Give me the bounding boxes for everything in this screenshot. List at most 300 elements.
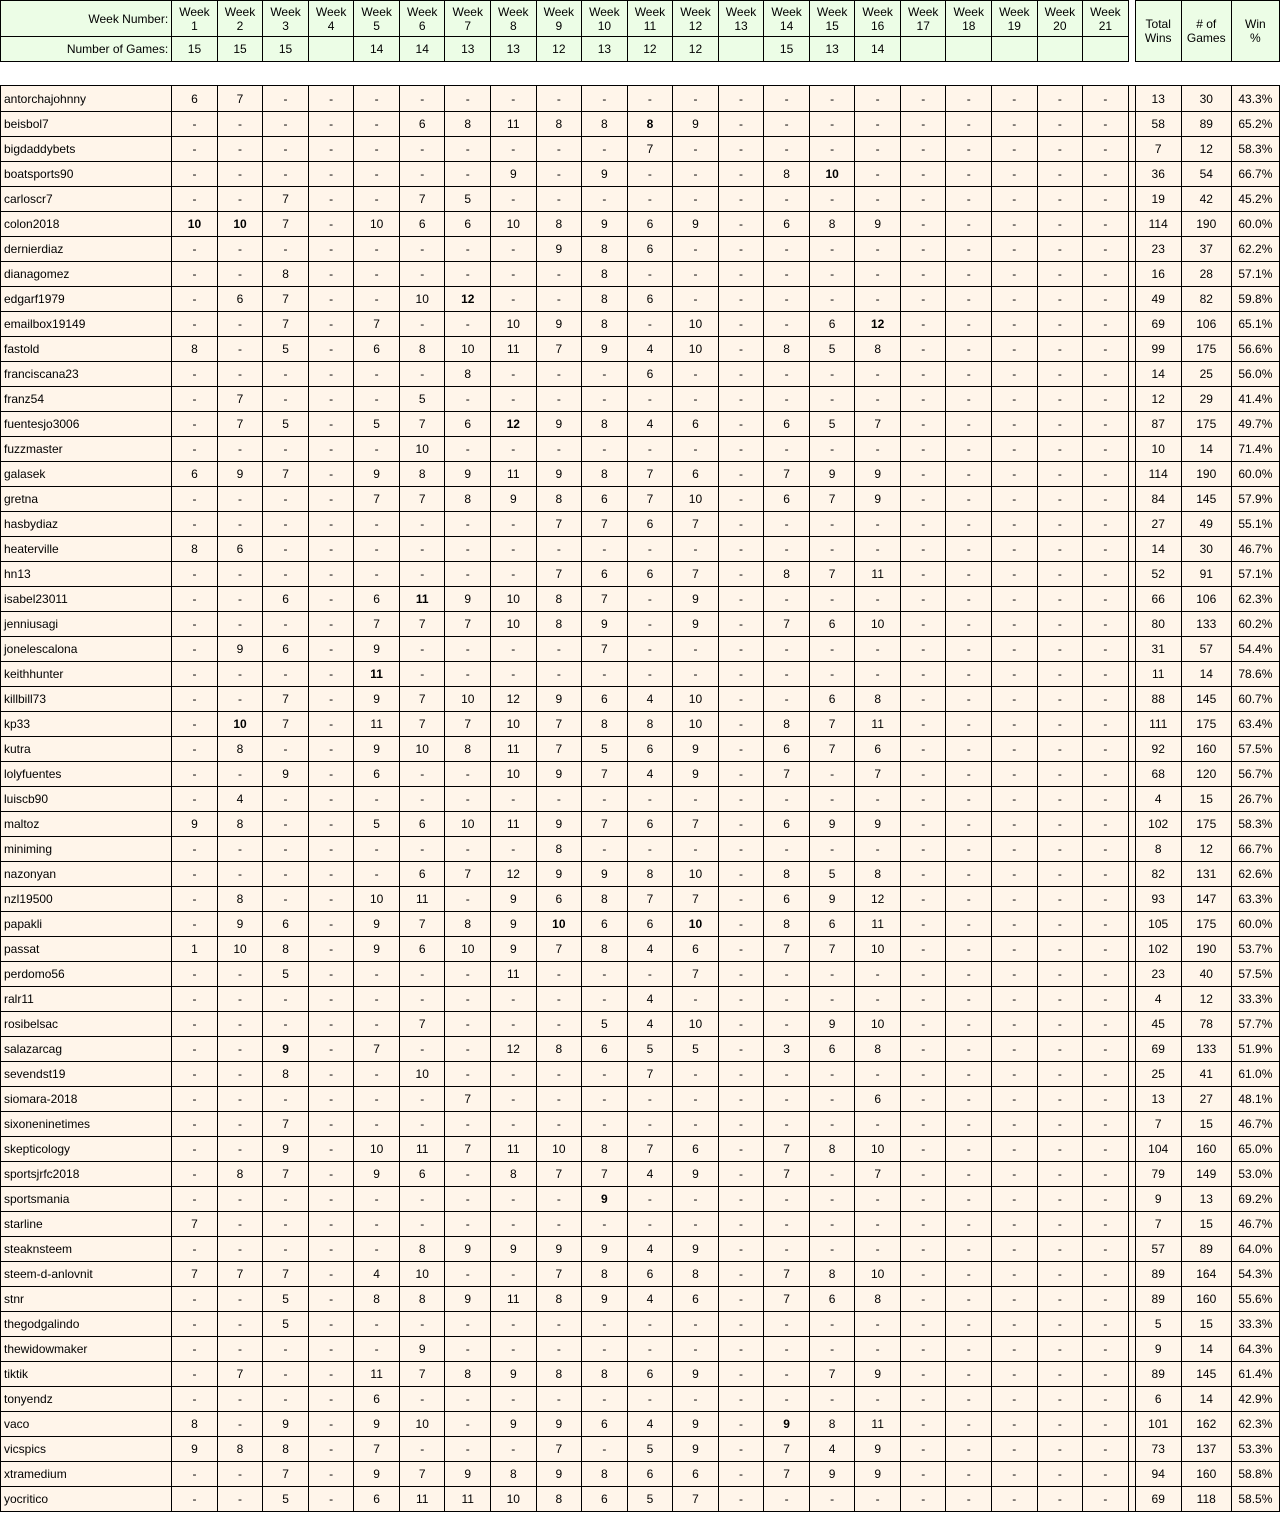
week-score-cell: - [900, 537, 946, 562]
total-wins: 27 [1135, 512, 1181, 537]
week-score-cell: 8 [399, 337, 445, 362]
week-score-cell: - [399, 1212, 445, 1237]
week-score-cell: - [855, 837, 901, 862]
games-total: 145 [1181, 487, 1231, 512]
week-score-cell: - [217, 1062, 263, 1087]
week-score-cell: - [809, 1387, 855, 1412]
week-score-cell: 7 [764, 1162, 810, 1187]
week-score-cell: 6 [673, 462, 719, 487]
week-score-cell: - [1083, 337, 1129, 362]
win-pct: 64.0% [1231, 1237, 1279, 1262]
table-row [1, 412, 1280, 437]
week-word: Week [1090, 4, 1121, 19]
table-row [1, 337, 1280, 362]
week-score-cell: - [809, 86, 855, 112]
week-score-cell: 6 [399, 1162, 445, 1187]
week-score-cell: - [900, 1287, 946, 1312]
games-total: 57 [1181, 637, 1231, 662]
table-row [1, 1037, 1280, 1062]
week-score-cell: - [1083, 712, 1129, 737]
week-score-cell: - [809, 837, 855, 862]
week-score-cell: 3 [764, 1037, 810, 1062]
week-score-cell: - [263, 1387, 309, 1412]
row-spacer [1128, 1187, 1135, 1212]
week-score-cell: - [172, 1312, 218, 1337]
row-spacer [1128, 1412, 1135, 1437]
total-wins: 36 [1135, 162, 1181, 187]
player-name: keithhunter [1, 662, 172, 687]
week-score-cell: 6 [627, 562, 673, 587]
week-score-cell: - [445, 86, 491, 112]
week-score-cell: - [1037, 162, 1083, 187]
week-score-cell: - [1037, 1187, 1083, 1212]
week-score-cell: 6 [764, 487, 810, 512]
week-score-cell: - [1037, 937, 1083, 962]
header-spacer [1128, 37, 1135, 62]
week-score-cell: - [491, 187, 537, 212]
total-wins: 99 [1135, 337, 1181, 362]
week-score-cell: 11 [855, 912, 901, 937]
week-score-cell: - [809, 1062, 855, 1087]
player-name: nzl19500 [1, 887, 172, 912]
week-score-cell: - [992, 587, 1038, 612]
week-number: 20 [1053, 18, 1067, 33]
week-score-cell: - [855, 187, 901, 212]
week-score-cell: - [1083, 312, 1129, 337]
week-score-cell: - [809, 1112, 855, 1137]
player-name: jenniusagi [1, 612, 172, 637]
week-score-cell: - [399, 1437, 445, 1462]
week-score-cell: - [1083, 1437, 1129, 1462]
week-score-cell: - [1083, 362, 1129, 387]
week-score-cell: - [1083, 687, 1129, 712]
week-score-cell: 9 [354, 937, 400, 962]
week-score-cell: 9 [354, 912, 400, 937]
week-score-cell: - [1037, 1337, 1083, 1362]
week-score-cell: - [855, 437, 901, 462]
week-score-cell: 8 [673, 1262, 719, 1287]
week-score-cell: - [992, 337, 1038, 362]
row-spacer [1128, 137, 1135, 162]
week-score-cell: - [627, 612, 673, 637]
week-score-cell: - [1037, 312, 1083, 337]
week-score-cell: 9 [263, 1137, 309, 1162]
week-score-cell: - [992, 1187, 1038, 1212]
week-score-cell: - [718, 562, 764, 587]
week-score-cell: - [627, 787, 673, 812]
games-total: 27 [1181, 1087, 1231, 1112]
week-score-cell: - [354, 362, 400, 387]
week-score-cell: - [718, 1312, 764, 1337]
week-score-cell: - [718, 662, 764, 687]
week-score-cell: 10 [673, 337, 719, 362]
week-score-cell: - [217, 687, 263, 712]
week-score-cell: - [900, 312, 946, 337]
row-spacer [1128, 262, 1135, 287]
week-score-cell: - [399, 512, 445, 537]
week-score-cell: 7 [673, 1487, 719, 1512]
week-score-cell: 7 [536, 712, 582, 737]
week-score-cell: - [1083, 537, 1129, 562]
week-score-cell: - [1083, 612, 1129, 637]
win-pct: 60.2% [1231, 612, 1279, 637]
week-score-cell: - [718, 112, 764, 137]
week-score-cell: 8 [536, 112, 582, 137]
table-row [1, 312, 1280, 337]
games-total: 89 [1181, 1237, 1231, 1262]
week-score-cell: - [263, 1187, 309, 1212]
games-total: 30 [1181, 86, 1231, 112]
games-total: 190 [1181, 937, 1231, 962]
week-score-cell: 6 [354, 1387, 400, 1412]
week-score-cell: - [718, 787, 764, 812]
week-score-cell: - [809, 1162, 855, 1187]
week-score-cell: 11 [855, 712, 901, 737]
week-score-cell: - [855, 1237, 901, 1262]
week-score-cell: - [809, 362, 855, 387]
week-score-cell: 7 [399, 487, 445, 512]
week-score-cell: - [308, 862, 354, 887]
week-score-cell: 7 [399, 687, 445, 712]
week-score-cell: - [308, 1312, 354, 1337]
week-score-cell: - [946, 662, 992, 687]
games-total: 137 [1181, 1437, 1231, 1462]
week-score-cell: - [992, 612, 1038, 637]
week-score-cell: - [627, 437, 673, 462]
week-score-cell: - [1037, 1137, 1083, 1162]
player-name: emailbox19149 [1, 312, 172, 337]
week-score-cell: - [445, 1112, 491, 1137]
week-score-cell: 8 [582, 712, 628, 737]
week-score-cell: - [946, 812, 992, 837]
week-score-cell: - [354, 837, 400, 862]
week-score-cell: 6 [627, 362, 673, 387]
games-total: 12 [1181, 137, 1231, 162]
week-score-cell: 6 [627, 512, 673, 537]
table-row [1, 187, 1280, 212]
row-spacer [1128, 937, 1135, 962]
table-row [1, 1462, 1280, 1487]
week-score-cell: - [172, 637, 218, 662]
week-score-cell: - [491, 1012, 537, 1037]
week-score-cell: - [1037, 787, 1083, 812]
week-score-cell: - [1037, 837, 1083, 862]
games-total-header-line2: Games [1186, 31, 1226, 45]
games-total: 12 [1181, 987, 1231, 1012]
week-score-cell: 7 [673, 512, 719, 537]
week-score-cell: - [1083, 1237, 1129, 1262]
week-score-cell: - [992, 912, 1038, 937]
week-score-cell: - [308, 1437, 354, 1462]
player-name: tonyendz [1, 1387, 172, 1412]
standings-table [0, 85, 1280, 1512]
row-spacer [1128, 162, 1135, 187]
week-number: 19 [1007, 18, 1021, 33]
total-wins-header-line1: Total [1145, 17, 1171, 31]
row-spacer [1128, 1262, 1135, 1287]
week-score-cell: - [582, 1437, 628, 1462]
row-spacer [1128, 637, 1135, 662]
win-pct: 57.1% [1231, 262, 1279, 287]
week-score-cell: - [946, 712, 992, 737]
week-score-cell: - [217, 587, 263, 612]
week-score-cell: - [582, 387, 628, 412]
games-total: 162 [1181, 1412, 1231, 1437]
player-name: steem-d-anlovnit [1, 1262, 172, 1287]
week-score-cell: - [992, 537, 1038, 562]
week-score-cell: 10 [217, 712, 263, 737]
week-score-cell: - [946, 187, 992, 212]
week-score-cell: - [217, 1312, 263, 1337]
week-score-cell: - [445, 1412, 491, 1437]
week-score-cell: 9 [673, 737, 719, 762]
week-score-cell: - [491, 1062, 537, 1087]
games-total: 13 [1181, 1187, 1231, 1212]
week-score-cell: - [1037, 762, 1083, 787]
week-score-cell: 7 [399, 1362, 445, 1387]
week-score-cell: 8 [172, 537, 218, 562]
week-score-cell: - [946, 262, 992, 287]
games-total: 14 [1181, 662, 1231, 687]
week-score-cell: 7 [536, 737, 582, 762]
week-score-cell: - [946, 287, 992, 312]
week-score-cell: 8 [399, 1237, 445, 1262]
week-score-cell: - [764, 687, 810, 712]
week-score-cell: - [809, 787, 855, 812]
win-pct: 62.3% [1231, 1412, 1279, 1437]
week-score-cell: 7 [399, 412, 445, 437]
week-score-cell: - [764, 537, 810, 562]
week-score-cell: - [1037, 237, 1083, 262]
week-score-cell: - [1037, 1262, 1083, 1287]
week-score-cell: - [718, 812, 764, 837]
player-name: vicspics [1, 1437, 172, 1462]
week-score-cell: - [764, 86, 810, 112]
week-score-cell: 6 [582, 562, 628, 587]
week-score-cell: - [673, 1312, 719, 1337]
week-score-cell: - [627, 86, 673, 112]
table-row [1, 712, 1280, 737]
week-score-cell: 6 [627, 912, 673, 937]
player-name: hn13 [1, 562, 172, 587]
week-score-cell: - [308, 612, 354, 637]
week-score-cell: 10 [491, 587, 537, 612]
week-score-cell: 4 [627, 687, 673, 712]
week-score-cell: - [992, 1287, 1038, 1312]
week-score-cell: - [445, 787, 491, 812]
week-score-cell: - [354, 262, 400, 287]
total-wins: 13 [1135, 1087, 1181, 1112]
week-score-cell: - [627, 637, 673, 662]
row-spacer [1128, 812, 1135, 837]
week-games-count [992, 37, 1038, 62]
week-score-cell: 9 [855, 1462, 901, 1487]
week-score-cell: 9 [263, 1412, 309, 1437]
week-score-cell: - [172, 387, 218, 412]
week-score-cell: 7 [263, 287, 309, 312]
week-score-cell: - [308, 1062, 354, 1087]
week-score-cell: 8 [536, 1287, 582, 1312]
week-score-cell: - [308, 562, 354, 587]
week-score-cell: - [764, 362, 810, 387]
week-score-cell: - [718, 1087, 764, 1112]
week-score-cell: - [764, 1362, 810, 1387]
week-score-cell: - [217, 1487, 263, 1512]
week-score-cell: - [536, 637, 582, 662]
games-total: 190 [1181, 462, 1231, 487]
week-score-cell: 9 [354, 637, 400, 662]
games-total: 28 [1181, 262, 1231, 287]
week-games-count: 15 [764, 37, 810, 62]
total-wins: 57 [1135, 1237, 1181, 1262]
week-score-cell: 9 [855, 1362, 901, 1387]
week-score-cell: 10 [673, 912, 719, 937]
week-score-cell: - [354, 962, 400, 987]
week-score-cell: - [399, 1387, 445, 1412]
week-score-cell: - [354, 1337, 400, 1362]
week-score-cell: - [308, 1012, 354, 1037]
week-score-cell: - [900, 612, 946, 637]
week-score-cell: 9 [354, 687, 400, 712]
week-score-cell: - [764, 1487, 810, 1512]
player-name: vaco [1, 1412, 172, 1437]
week-score-cell: - [992, 962, 1038, 987]
win-pct: 60.7% [1231, 687, 1279, 712]
week-score-cell: - [1037, 362, 1083, 387]
week-score-cell: - [445, 1012, 491, 1037]
week-score-cell: - [900, 1312, 946, 1337]
week-score-cell: - [627, 1187, 673, 1212]
week-score-cell: - [491, 1387, 537, 1412]
games-total: 29 [1181, 387, 1231, 412]
week-score-cell: 6 [673, 1137, 719, 1162]
total-wins: 80 [1135, 612, 1181, 637]
week-number: 13 [734, 18, 748, 33]
week-score-cell: - [992, 1362, 1038, 1387]
week-score-cell: - [1083, 762, 1129, 787]
week-score-cell: - [1037, 1012, 1083, 1037]
week-score-cell: - [536, 662, 582, 687]
week-score-cell: - [718, 487, 764, 512]
week-score-cell: - [718, 612, 764, 637]
week-score-cell: - [172, 287, 218, 312]
table-row [1, 687, 1280, 712]
week-score-cell: 10 [491, 212, 537, 237]
week-score-cell: 5 [627, 1437, 673, 1462]
win-pct: 65.2% [1231, 112, 1279, 137]
week-score-cell: - [992, 262, 1038, 287]
week-score-cell: 9 [445, 587, 491, 612]
week-score-cell: - [992, 1162, 1038, 1187]
week-score-cell: - [718, 1137, 764, 1162]
row-spacer [1128, 1387, 1135, 1412]
table-row [1, 887, 1280, 912]
total-wins: 114 [1135, 462, 1181, 487]
week-score-cell: - [900, 1187, 946, 1212]
week-score-cell: - [809, 1237, 855, 1262]
games-total: 145 [1181, 1362, 1231, 1387]
week-score-cell: - [718, 412, 764, 437]
week-score-cell: 8 [809, 1412, 855, 1437]
week-score-cell: 8 [582, 262, 628, 287]
week-score-cell: - [946, 1112, 992, 1137]
week-score-cell: - [1083, 187, 1129, 212]
week-score-cell: 7 [809, 562, 855, 587]
week-score-cell: - [946, 1312, 992, 1337]
week-score-cell: - [308, 86, 354, 112]
week-score-cell: - [946, 387, 992, 412]
week-score-cell: - [1037, 137, 1083, 162]
week-score-cell: - [946, 1262, 992, 1287]
week-score-cell: - [445, 437, 491, 462]
week-score-cell: - [1037, 1312, 1083, 1337]
table-row [1, 1412, 1280, 1437]
week-score-cell: - [1037, 187, 1083, 212]
week-score-cell: - [627, 187, 673, 212]
week-score-cell: - [946, 337, 992, 362]
week-score-cell: - [582, 962, 628, 987]
week-score-cell: - [809, 1212, 855, 1237]
games-total: 175 [1181, 912, 1231, 937]
win-pct: 56.6% [1231, 337, 1279, 362]
week-score-cell: - [1037, 1362, 1083, 1387]
week-score-cell: 8 [582, 312, 628, 337]
row-spacer [1128, 1137, 1135, 1162]
week-score-cell: 9 [536, 762, 582, 787]
week-score-cell: 10 [217, 212, 263, 237]
week-score-cell: 10 [491, 712, 537, 737]
week-score-cell: - [992, 1462, 1038, 1487]
week-score-cell: 7 [445, 1137, 491, 1162]
week-score-cell: - [308, 387, 354, 412]
week-score-cell: - [900, 162, 946, 187]
week-score-cell: - [900, 662, 946, 687]
week-score-cell: 7 [354, 1037, 400, 1062]
week-games-count: 13 [445, 37, 491, 62]
week-word: Week [862, 4, 893, 19]
week-score-cell: 10 [445, 687, 491, 712]
week-score-cell: - [992, 512, 1038, 537]
week-score-cell: 10 [445, 937, 491, 962]
week-score-cell: - [1083, 412, 1129, 437]
win-pct: 60.0% [1231, 212, 1279, 237]
total-wins: 79 [1135, 1162, 1181, 1187]
player-rows [1, 86, 1280, 1512]
week-score-cell: - [946, 137, 992, 162]
table-row [1, 487, 1280, 512]
week-score-cell: - [855, 962, 901, 987]
week-header-cell [308, 1, 354, 37]
week-score-cell: - [217, 187, 263, 212]
week-score-cell: - [582, 537, 628, 562]
week-score-cell: - [718, 1487, 764, 1512]
week-score-cell: - [491, 787, 537, 812]
week-score-cell: 9 [673, 762, 719, 787]
total-wins: 14 [1135, 537, 1181, 562]
week-score-cell: 6 [172, 462, 218, 487]
week-score-cell: 8 [582, 1137, 628, 1162]
row-spacer [1128, 887, 1135, 912]
games-total: 15 [1181, 1312, 1231, 1337]
player-name: edgarf1979 [1, 287, 172, 312]
week-score-cell: 9 [582, 1187, 628, 1212]
win-pct: 58.8% [1231, 1462, 1279, 1487]
week-score-cell: - [536, 1062, 582, 1087]
week-score-cell: 6 [764, 212, 810, 237]
total-wins: 23 [1135, 237, 1181, 262]
player-name: isabel23011 [1, 587, 172, 612]
week-score-cell: 6 [627, 237, 673, 262]
